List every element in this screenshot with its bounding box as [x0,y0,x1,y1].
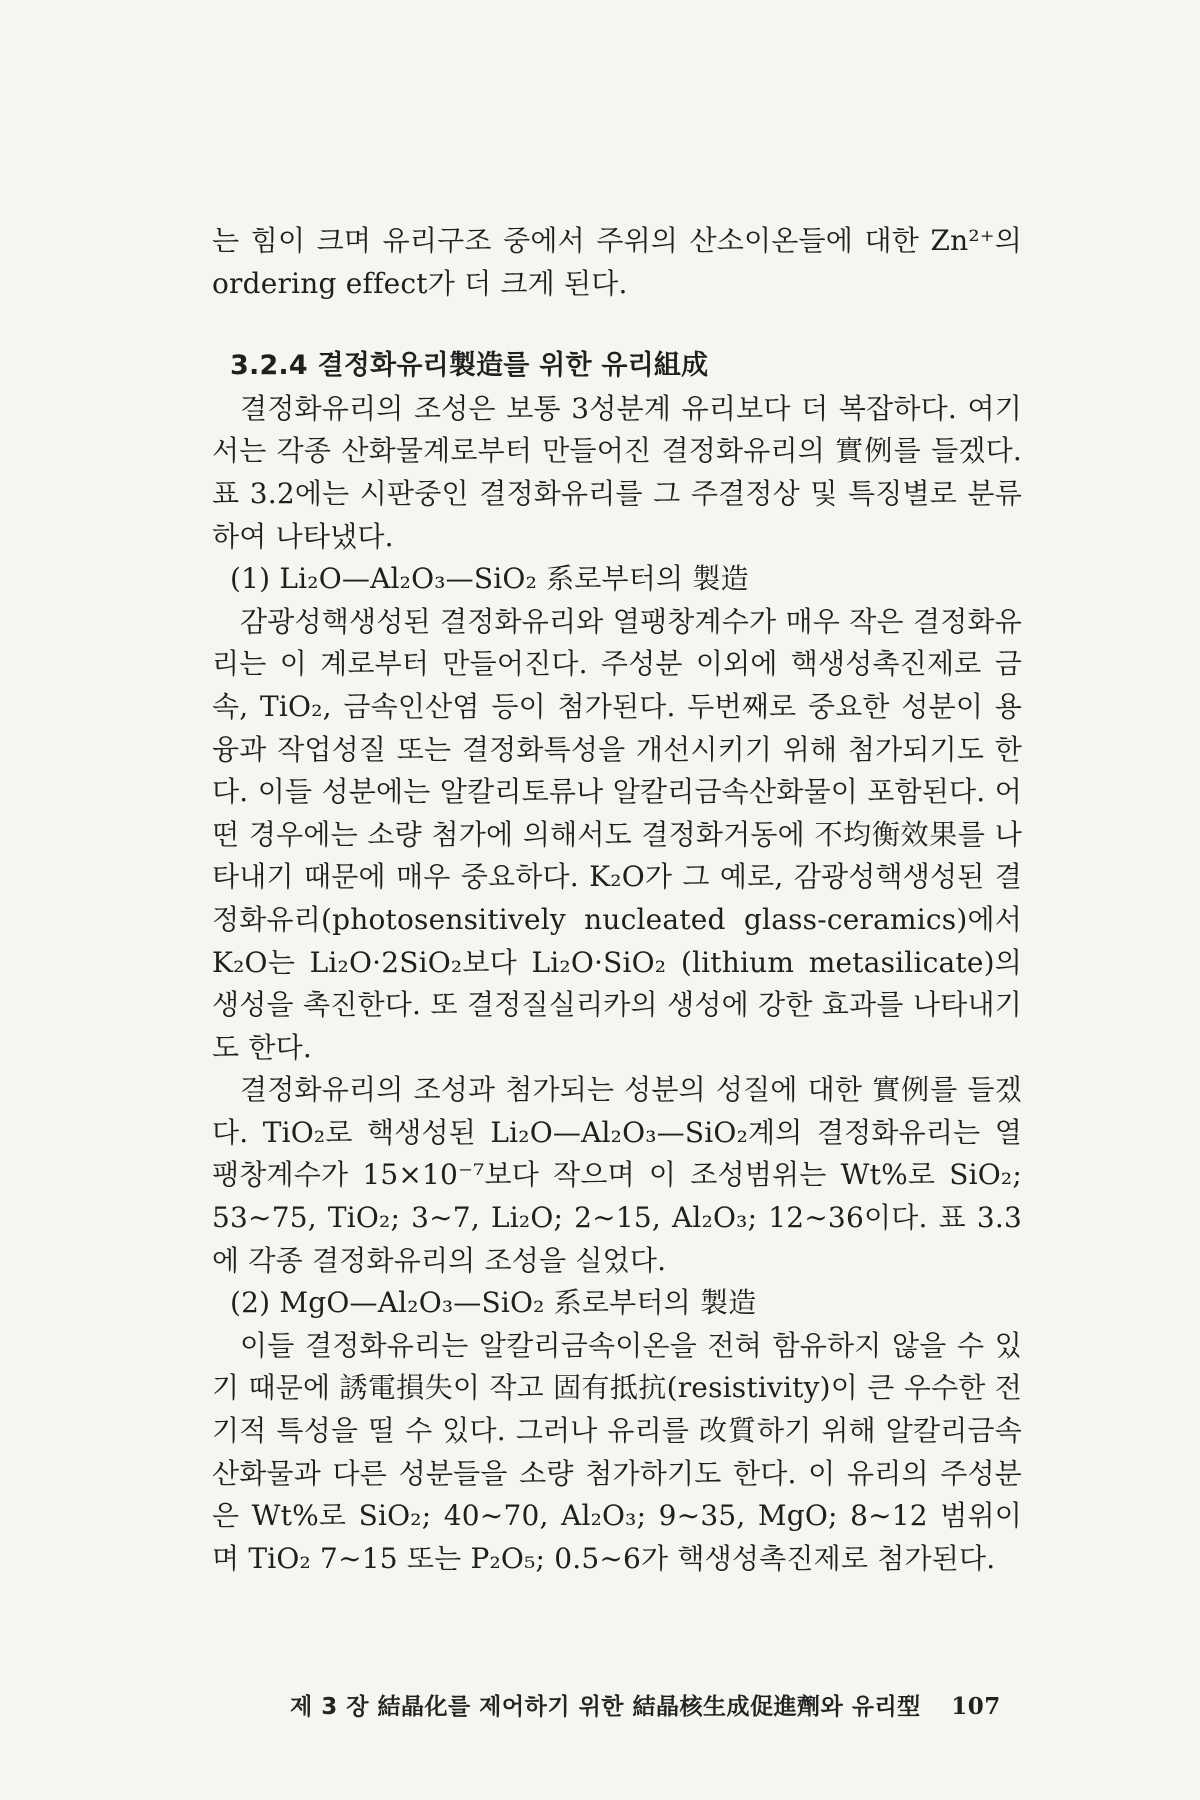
section-heading: 3.2.4 결정화유리製造를 위한 유리組成 [230,350,709,382]
subheading-mgo-system: (2) MgO—Al₂O₃—SiO₂ 系로부터의 製造 [230,1286,757,1320]
intro-paragraph: 는 힘이 크며 유리구조 중에서 주위의 산소이온들에 대한 Zn²⁺의 ordering effect가 더 크게 된다. [212,224,1022,300]
page-footer [290,1688,1010,1721]
paragraph-composition: 결정화유리의 조성은 보통 3성분계 유리보다 더 복잡하다. 여기서는 각종 산화물계로부터 만들어진 결정화유리의 實例를 들겠다. 표 3.2에는 시판중인 결정화유리를 그 주결정상 및 특징별로 분류하여 나타냈다. [212,391,1022,553]
running-chapter-title: 제 3 장 結晶化를 제어하기 위한 結晶核生成促進劑와 유리型 [290,1694,921,1720]
page-number: 107 [951,1693,1001,1720]
page-body [212,220,1022,1580]
subheading-li2o-system: (1) Li₂O—Al₂O₃—SiO₂ 系로부터의 製造 [230,562,749,596]
paragraph-mgo-system: 이들 결정화유리는 알칼리금속이온을 전혀 함유하지 않을 수 있기 때문에 誘電損失이 작고 固有抵抗(resistivity)이 큰 우수한 전기적 특성을 띨 수 있다. 그러나 유리를 改質하기 위해 알칼리금속산화물과 다른 성분들을 소량 첨가하기도 한다. 이 유리의 주성분은 Wt%로 SiO₂; 40∼70, Al₂O₃; 9∼35, MgO; 8∼12 범위이며 TiO₂ 7∼15 또는 P₂O₅; 0.5∼6가 핵생성촉진제로 첨가된다. [212,1328,1022,1575]
paragraph-li2o-system: 감광성핵생성된 결정화유리와 열팽창계수가 매우 작은 결정화유리는 이 계로부터 만들어진다. 주성분 이외에 핵생성촉진제로 금속, TiO₂, 금속인산염 등이 첨가된다. 두번째로 중요한 성분이 용융과 작업성질 또는 결정화특성을 개선시키기 위해 첨가되기도 한다. 이들 성분에는 알칼리토류나 알칼리금속산화물이 포함된다. 어떤 경우에는 소량 첨가에 의해서도 결정화거동에 不均衡效果를 나타내기 때문에 매우 중요하다. K₂O가 그 예로, 감광성핵생성된 결정화유리(photosensitively nucleated glass-ceramics)에서 K₂O는 Li₂O·2SiO₂보다 Li₂O·SiO₂ (lithium metasilicate)의 생성을 촉진한다. 또 결정질실리카의 생성에 강한 효과를 나타내기도 한다. [212,604,1022,1064]
paragraph-composition-examples: 결정화유리의 조성과 첨가되는 성분의 성질에 대한 實例를 들겠다. TiO₂로 핵생성된 Li₂O—Al₂O₃—SiO₂계의 결정화유리는 열팽창계수가 15×10⁻⁷보다 작으며 이 조성범위는 Wt%로 SiO₂; 53∼75, TiO₂; 3∼7, Li₂O; 2∼15, Al₂O₃; 12∼36이다. 표 3.3에 각종 결정화유리의 조성을 실었다. [212,1073,1022,1277]
